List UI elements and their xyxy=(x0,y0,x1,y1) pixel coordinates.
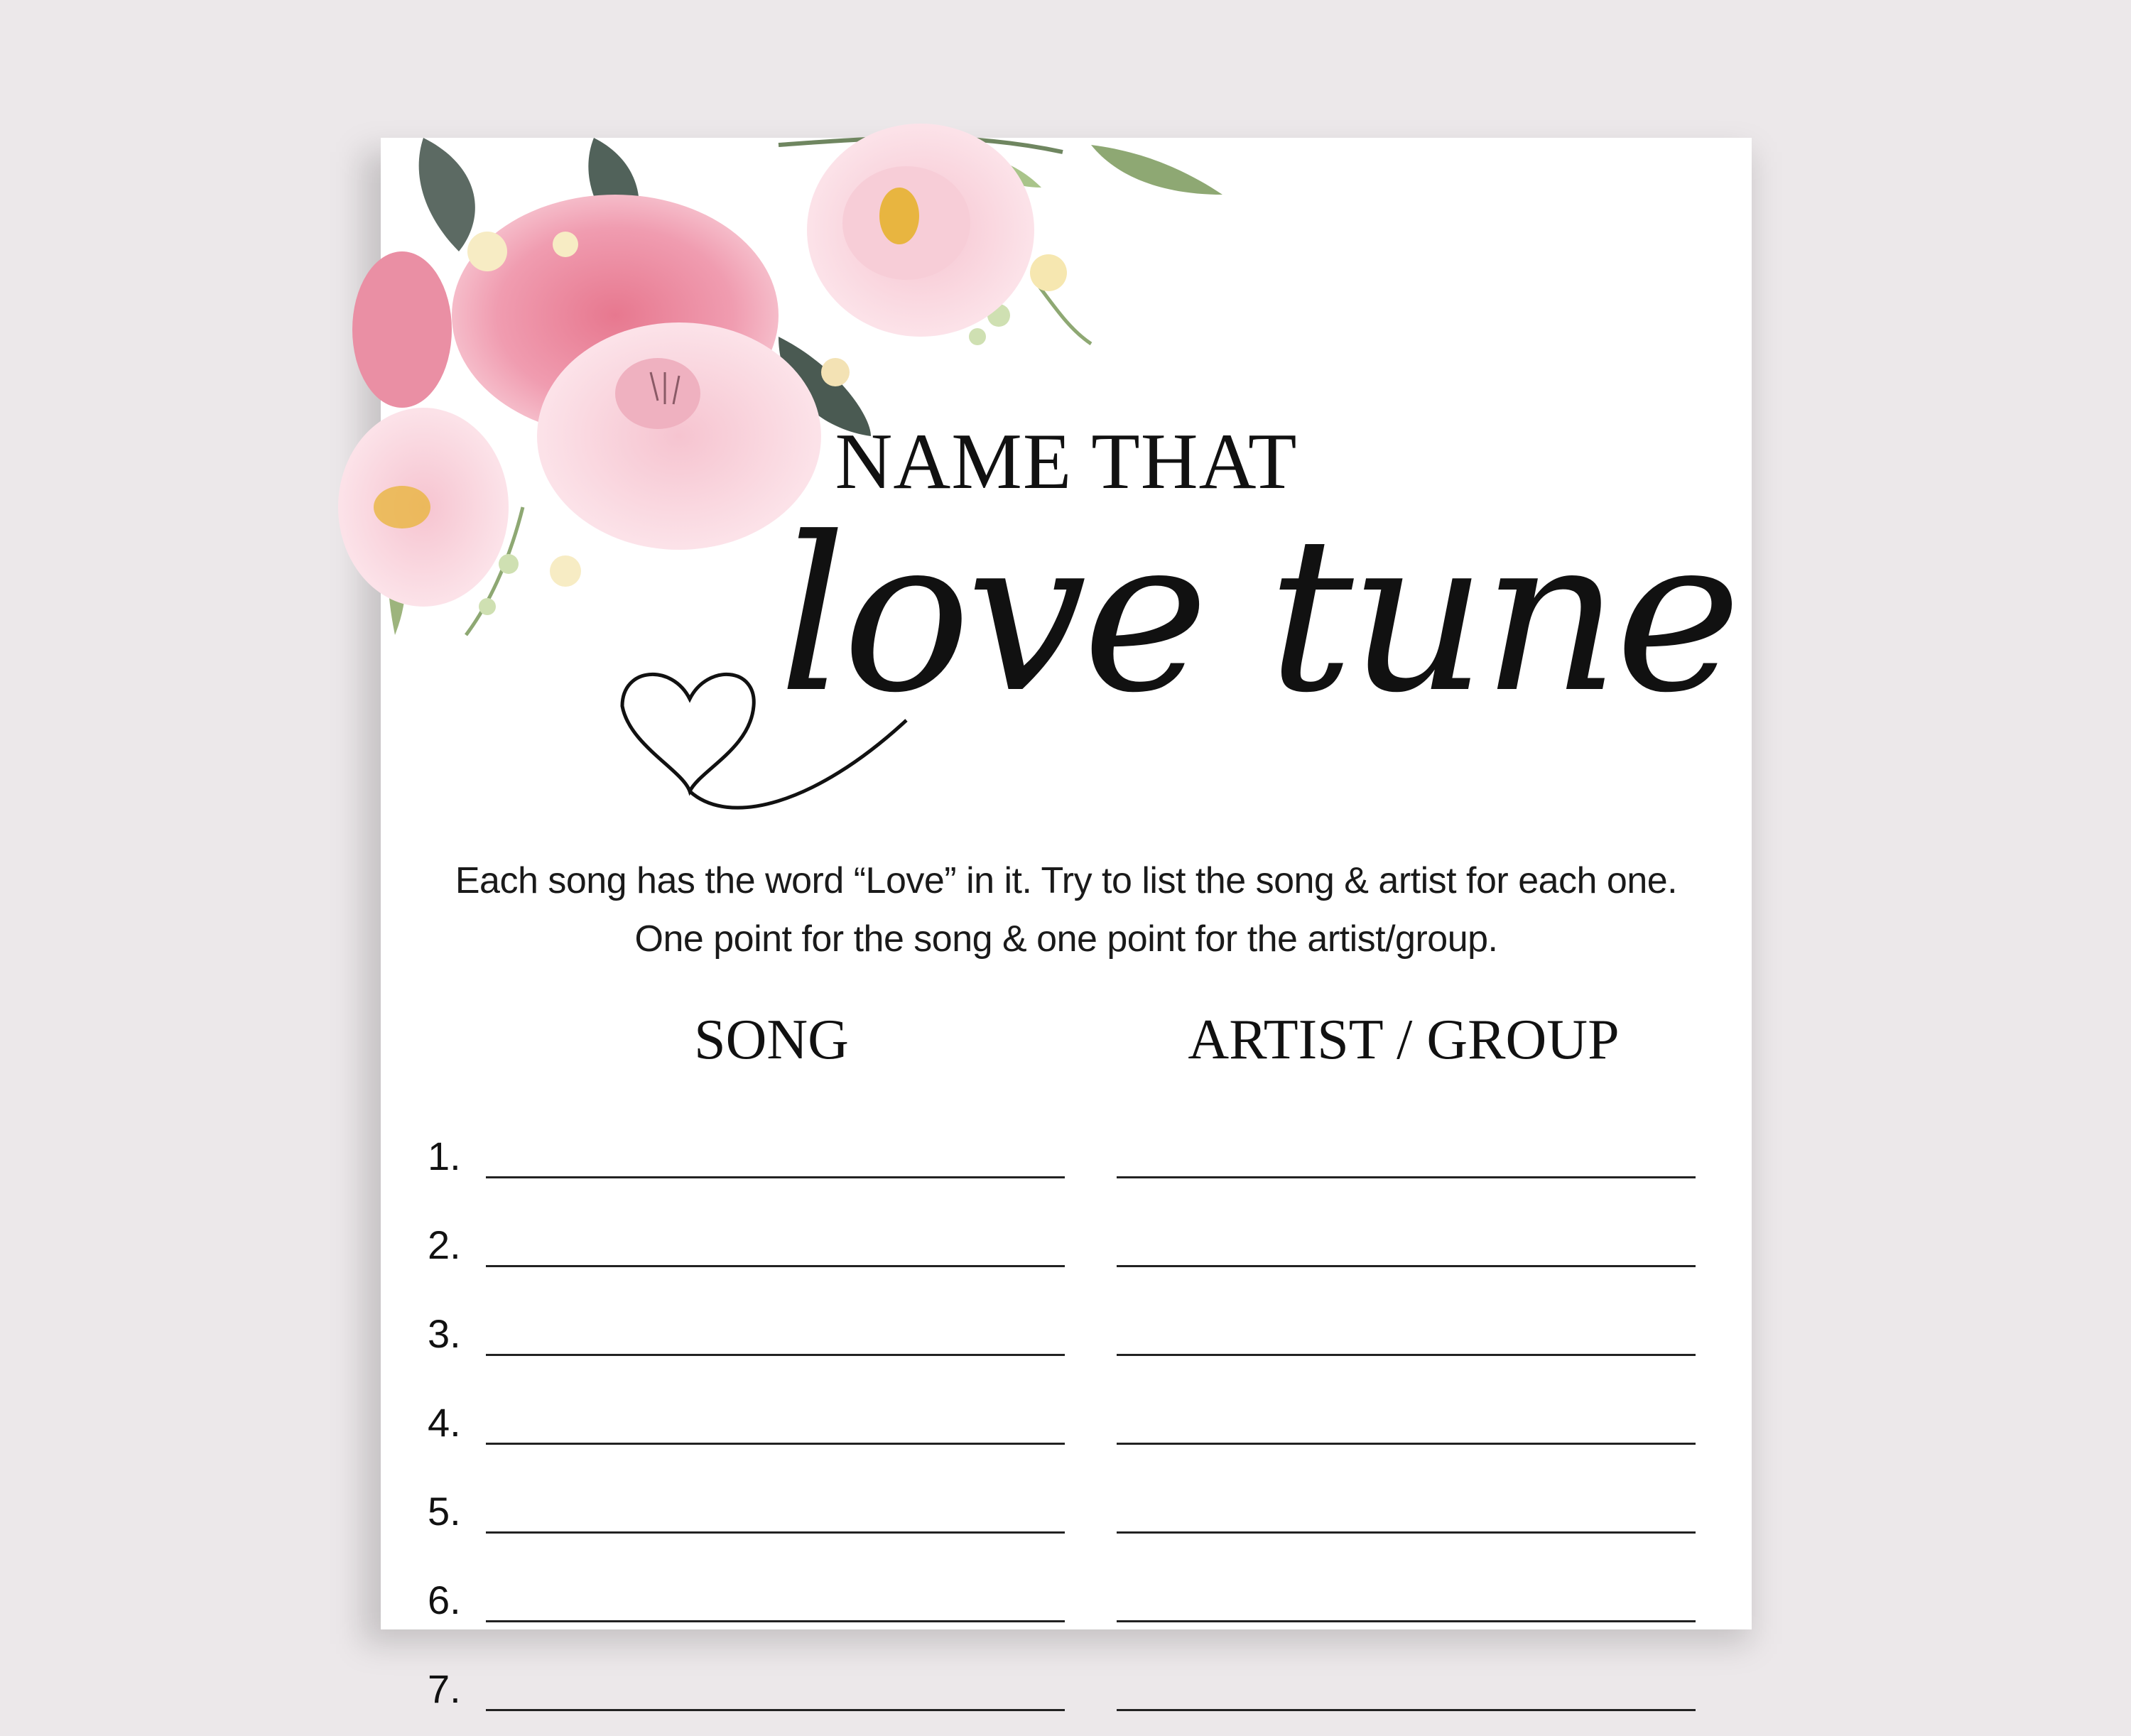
artist-answer-line[interactable] xyxy=(1117,1176,1696,1178)
artist-answer-line[interactable] xyxy=(1117,1531,1696,1534)
title-love-tune: love tune xyxy=(779,492,1737,739)
answer-row xyxy=(381,1487,1752,1558)
instructions xyxy=(381,852,1752,968)
artist-answer-line[interactable] xyxy=(1117,1354,1696,1356)
artist-answer-line[interactable] xyxy=(1117,1265,1696,1267)
artist-answer-line[interactable] xyxy=(1117,1443,1696,1445)
song-answer-line[interactable] xyxy=(486,1709,1065,1711)
song-answer-line[interactable] xyxy=(486,1176,1065,1178)
row-number: 3. xyxy=(428,1311,461,1356)
answer-row xyxy=(381,1665,1752,1736)
column-header-song: SONG xyxy=(694,1009,849,1071)
song-answer-line[interactable] xyxy=(486,1265,1065,1267)
song-answer-line[interactable] xyxy=(486,1354,1065,1356)
column-header-artist: ARTIST / GROUP xyxy=(1188,1009,1620,1071)
song-answer-line[interactable] xyxy=(486,1443,1065,1445)
answer-row xyxy=(381,1132,1752,1203)
answer-row xyxy=(381,1310,1752,1381)
song-answer-line[interactable] xyxy=(486,1620,1065,1622)
instructions-line-1: Each song has the word “Love” in it. Try to list the song & artist for each one. xyxy=(455,860,1678,901)
row-number: 5. xyxy=(428,1489,461,1534)
song-answer-line[interactable] xyxy=(486,1531,1065,1534)
row-number: 1. xyxy=(428,1134,461,1178)
row-number: 2. xyxy=(428,1222,461,1267)
answer-row xyxy=(381,1399,1752,1470)
artist-answer-line[interactable] xyxy=(1117,1709,1696,1711)
row-number: 6. xyxy=(428,1578,461,1622)
title-script-block xyxy=(615,492,1737,834)
game-sheet xyxy=(381,138,1752,1711)
answer-row xyxy=(381,1221,1752,1292)
instructions-line-2: One point for the song & one point for the artist/group. xyxy=(634,918,1498,960)
row-number: 4. xyxy=(428,1400,461,1445)
title-name-that: NAME THAT xyxy=(835,418,1298,506)
artist-answer-line[interactable] xyxy=(1117,1620,1696,1622)
answer-row xyxy=(381,1576,1752,1647)
row-number: 7. xyxy=(428,1666,461,1711)
